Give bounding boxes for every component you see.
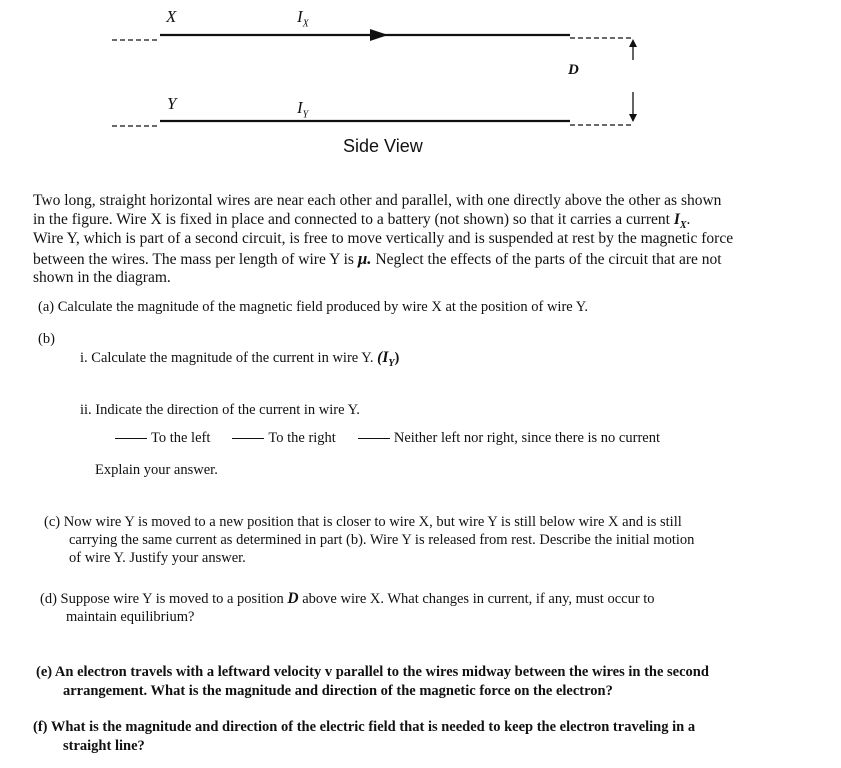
explain-prompt: Explain your answer.: [95, 462, 218, 478]
choice-right[interactable]: To the right: [232, 429, 335, 448]
current-y-label: $I_Y$: [297, 98, 309, 121]
intro-line-2: in the figure. Wire X is fixed in place and connected to a battery (not shown) so that it carries a current $I_X$.: [33, 211, 691, 232]
question-c-line-1: (c) Now wire Y is moved to a new position that is closer to wire X, but wire Y is still below wire X and is still: [44, 514, 682, 530]
current-arrow: [370, 29, 388, 41]
question-b-ii: ii. Indicate the direction of the current in wire Y.: [80, 402, 360, 418]
wire-x-label: X: [166, 7, 177, 26]
intro-line-5: shown in the diagram.: [33, 269, 171, 286]
question-d-line-2: maintain equilibrium?: [66, 609, 195, 625]
question-e-line-2: arrangement. What is the magnitude and direction of the magnetic force on the electron?: [63, 683, 613, 699]
question-c-line-3: of wire Y. Justify your answer.: [69, 550, 246, 566]
choice-neither[interactable]: Neither left nor right, since there is no current: [358, 429, 660, 448]
question-f-line-1: (f) What is the magnitude and direction of the electric field that is needed to keep the electron traveling in a: [33, 719, 696, 735]
distance-arrowhead-top: [629, 39, 637, 47]
intro-line-4: between the wires. The mass per length of wire Y is μ. Neglect the effects of the parts of the circuit that are not: [33, 249, 722, 268]
choice-left[interactable]: To the left: [115, 429, 210, 448]
question-c-line-2: carrying the same current as determined in part (b). Wire Y is released from rest. Describe the initial motion: [69, 532, 695, 548]
distance-arrowhead-bottom: [629, 114, 637, 122]
question-b-i: i. Calculate the magnitude of the current in wire Y. $(I_Y)$: [80, 349, 400, 369]
wire-y-label: Y: [167, 94, 177, 113]
question-f-line-2: straight line?: [63, 738, 145, 754]
figure-caption: Side View: [343, 136, 423, 156]
distance-label: D: [568, 62, 579, 78]
question-b-label: (b): [38, 331, 55, 347]
current-x-label: $I_X$: [297, 7, 309, 30]
direction-choices: [115, 429, 682, 448]
question-d-line-1: (d) Suppose wire Y is moved to a position D above wire X. What changes in current, if any, must occur to: [40, 590, 655, 607]
question-a: (a) Calculate the magnitude of the magnetic field produced by wire X at the position of wire Y.: [38, 299, 589, 315]
intro-line-3: Wire Y, which is part of a second circuit, is free to move vertically and is suspended at rest by the magnetic force: [33, 230, 734, 247]
question-e-line-1: (e) An electron travels with a leftward velocity v parallel to the wires midway between the wires in the second: [36, 664, 709, 680]
intro-line-1: Two long, straight horizontal wires are near each other and parallel, with one directly above the other as shown: [33, 192, 722, 209]
